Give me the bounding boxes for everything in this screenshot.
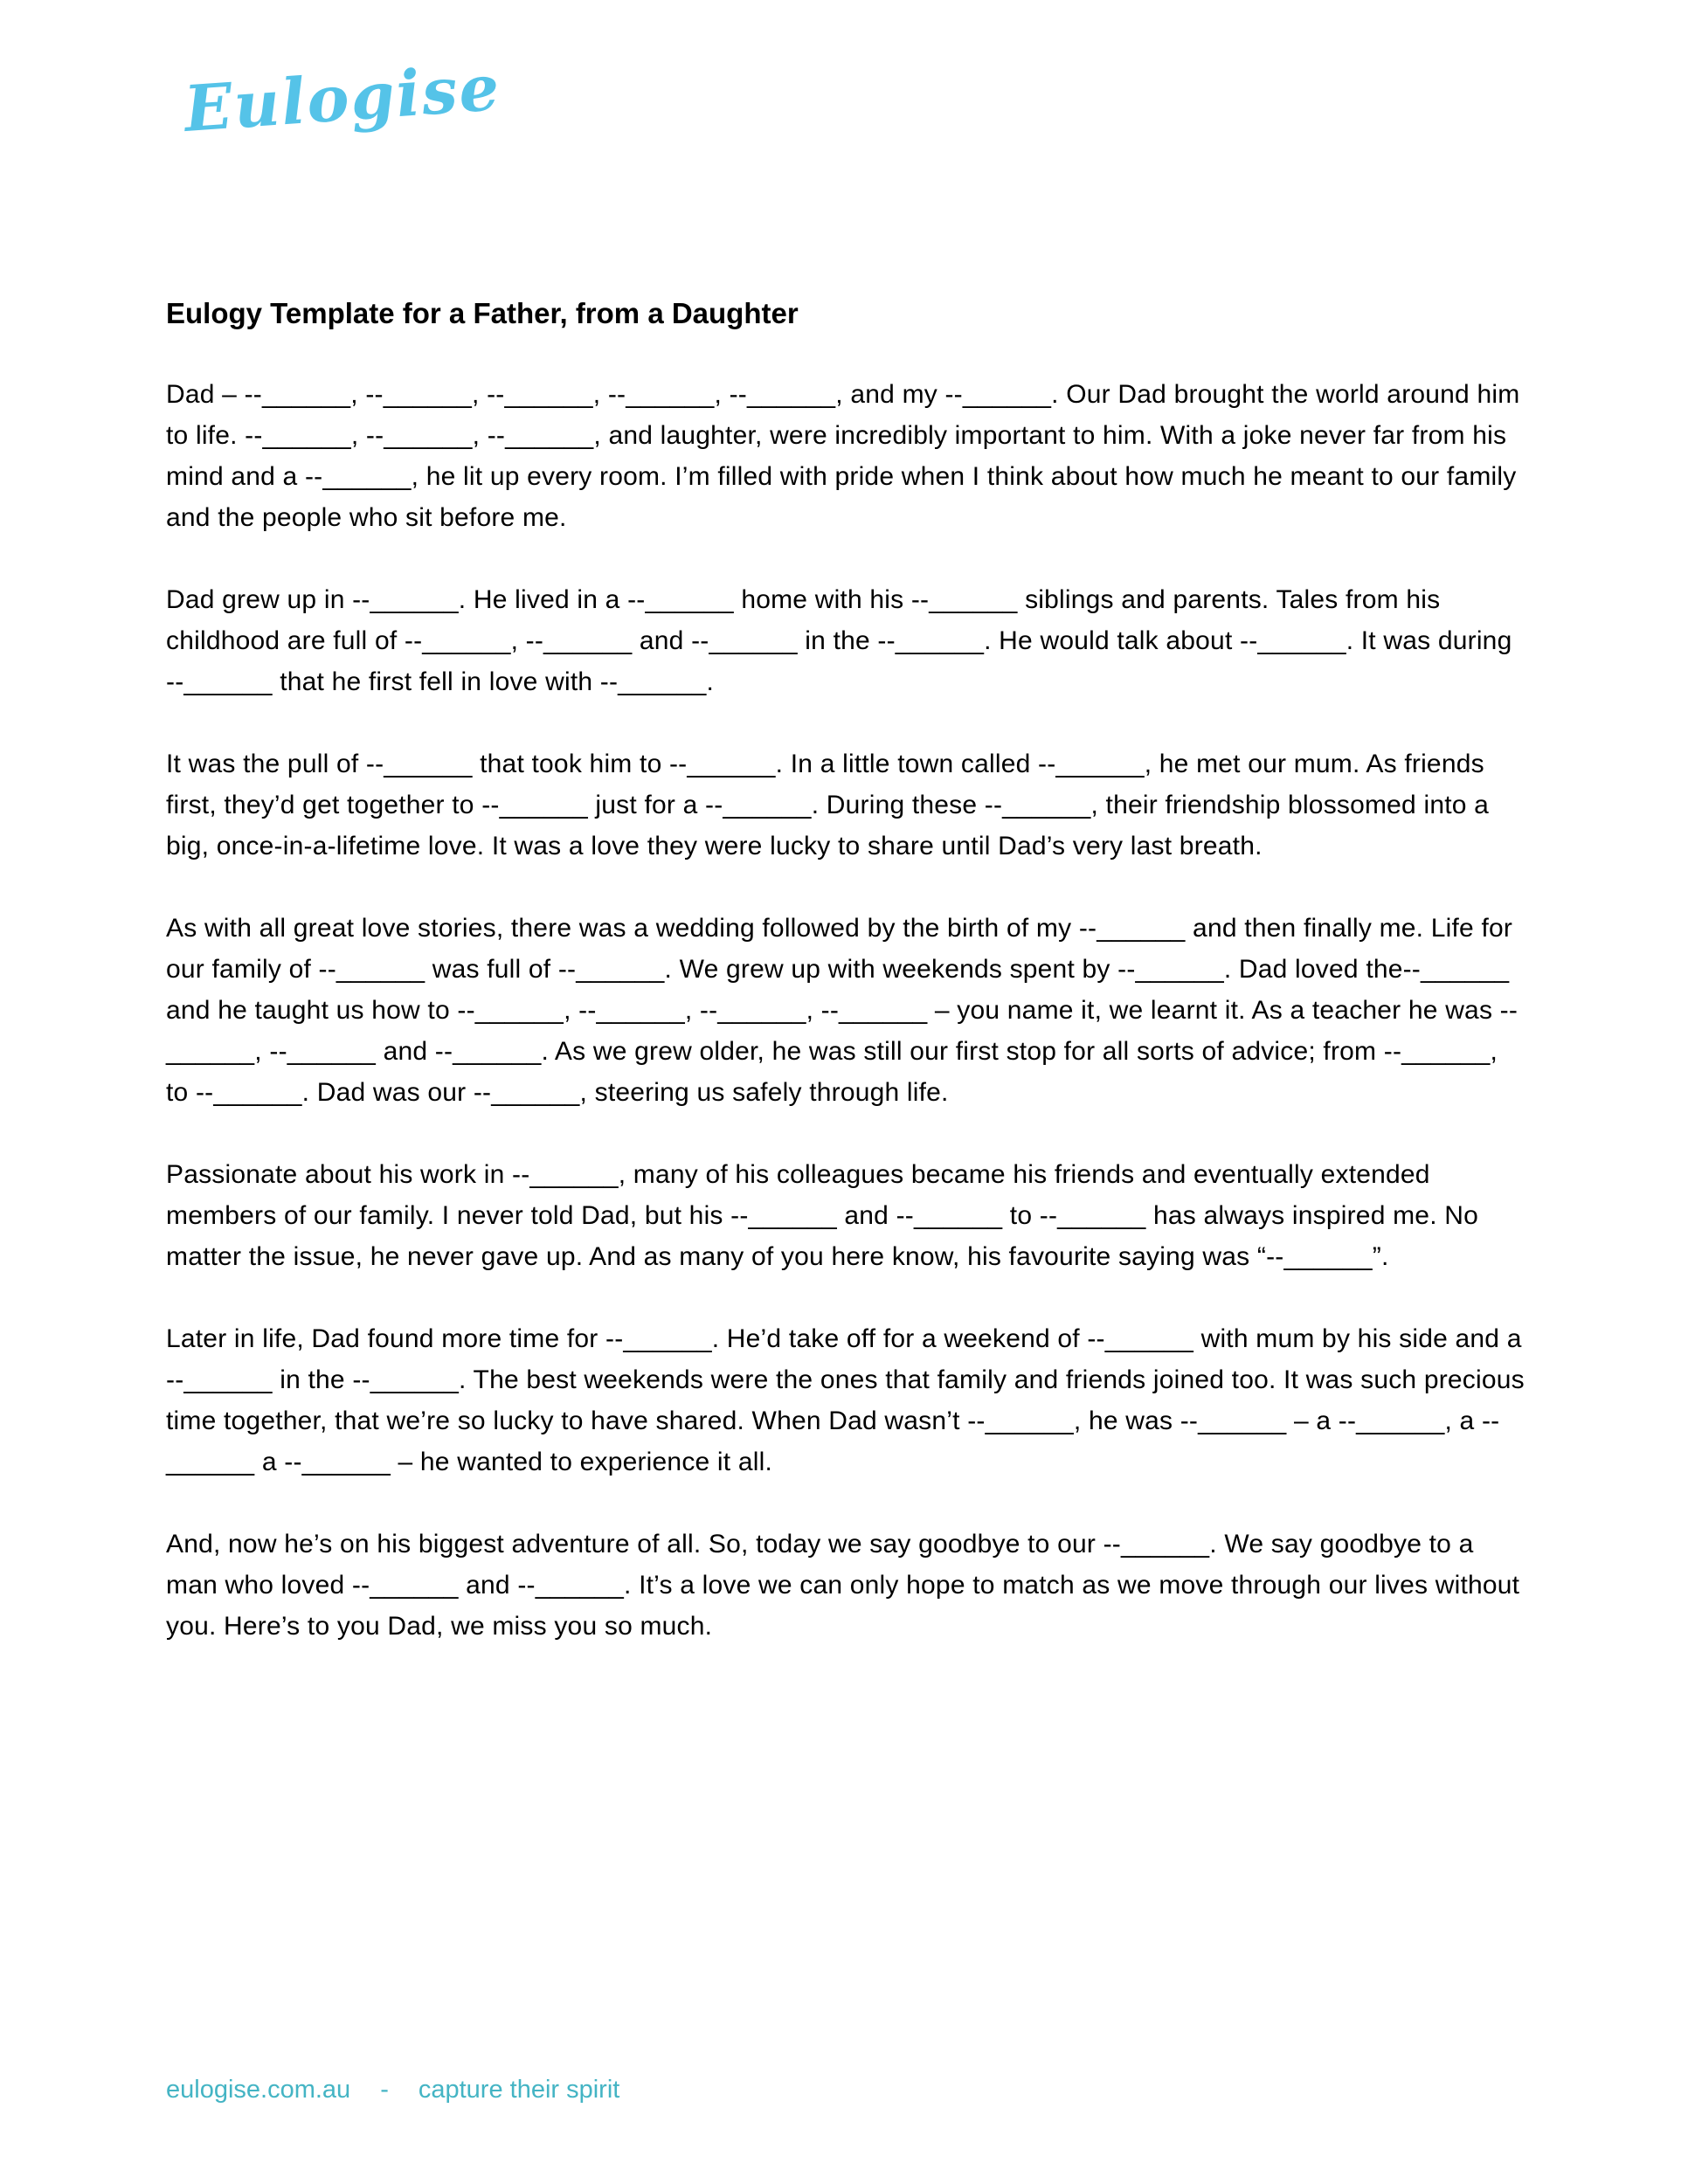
footer-separator: -: [380, 2076, 389, 2104]
page-title: Eulogy Template for a Father, from a Daughter: [166, 297, 799, 329]
eulogise-logo: Eulogise: [182, 49, 503, 147]
paragraph-family-life: As with all great love stories, there was a wedding followed by the birth of my --______ and then finally me. Life for our family of --______ was full of --______. We grew up with weekends spent by --______. Dad loved the--______ and he taught us how to --______, --______, --______, --______ – you name it, we learnt it. As a teacher he was --______, --______ and --______. As we grew older, he was still our first stop for all sorts of advice; from --______, to --______. Dad was our --______, steering us safely through life.: [166, 914, 1519, 1107]
paragraph-meeting-mum: It was the pull of --______ that took him to --______. In a little town called --______, he met our mum. As friends first, they’d get together to --______ just for a --______. During these --______, their friendship blossomed into a big, once-in-a-lifetime love. It was a love they were lucky to share until Dad’s very last breath.: [166, 750, 1490, 860]
paragraph-goodbye: And, now he’s on his biggest adventure of all. So, today we say goodbye to our --______. We say goodbye to a man who loved --______ and --______. It’s a love we can only hope to match as we move through our lives without you. Here’s to you Dad, we miss you so much.: [166, 1530, 1520, 1641]
paragraph-later-life: Later in life, Dad found more time for --______. He’d take off for a weekend of --______ with mum by his side and a --______ in the --______. The best weekends were the ones that family and friends joined too. It was such precious time together, that we’re so lucky to have shared. When Dad wasn’t --______, he was --______ – a --______, a --______ a --______ – he wanted to experience it all.: [166, 1324, 1525, 1476]
footer-site-link[interactable]: eulogise.com.au: [166, 2076, 351, 2104]
paragraph-work: Passionate about his work in --______, many of his colleagues became his friends and eventually extended members of our family. I never told Dad, but his --______ and --______ to --______ has always inspired me. No matter the issue, he never gave up. And as many of you here know, his favourite saying was “--______”.: [166, 1160, 1479, 1271]
footer-tagline: capture their spirit: [418, 2076, 620, 2104]
paragraph-intro: Dad – --______, --______, --______, --______, --______, and my --______. Our Dad brought the world around him to life. --______, --______, --______, and laughter, were incredibly important to him. With a joke never far from his mind and a --______, he lit up every room. I’m filled with pride when I think about how much he meant to our family and the people who sit before me.: [166, 380, 1520, 532]
document-body: [166, 295, 1525, 1647]
paragraph-childhood: Dad grew up in --______. He lived in a --______ home with his --______ siblings and parents. Tales from his childhood are full of --______, --______ and --______ in the --______. He would talk about --______. It was during --______ that he first fell in love with --______.: [166, 585, 1512, 696]
page-footer: [166, 2074, 619, 2105]
